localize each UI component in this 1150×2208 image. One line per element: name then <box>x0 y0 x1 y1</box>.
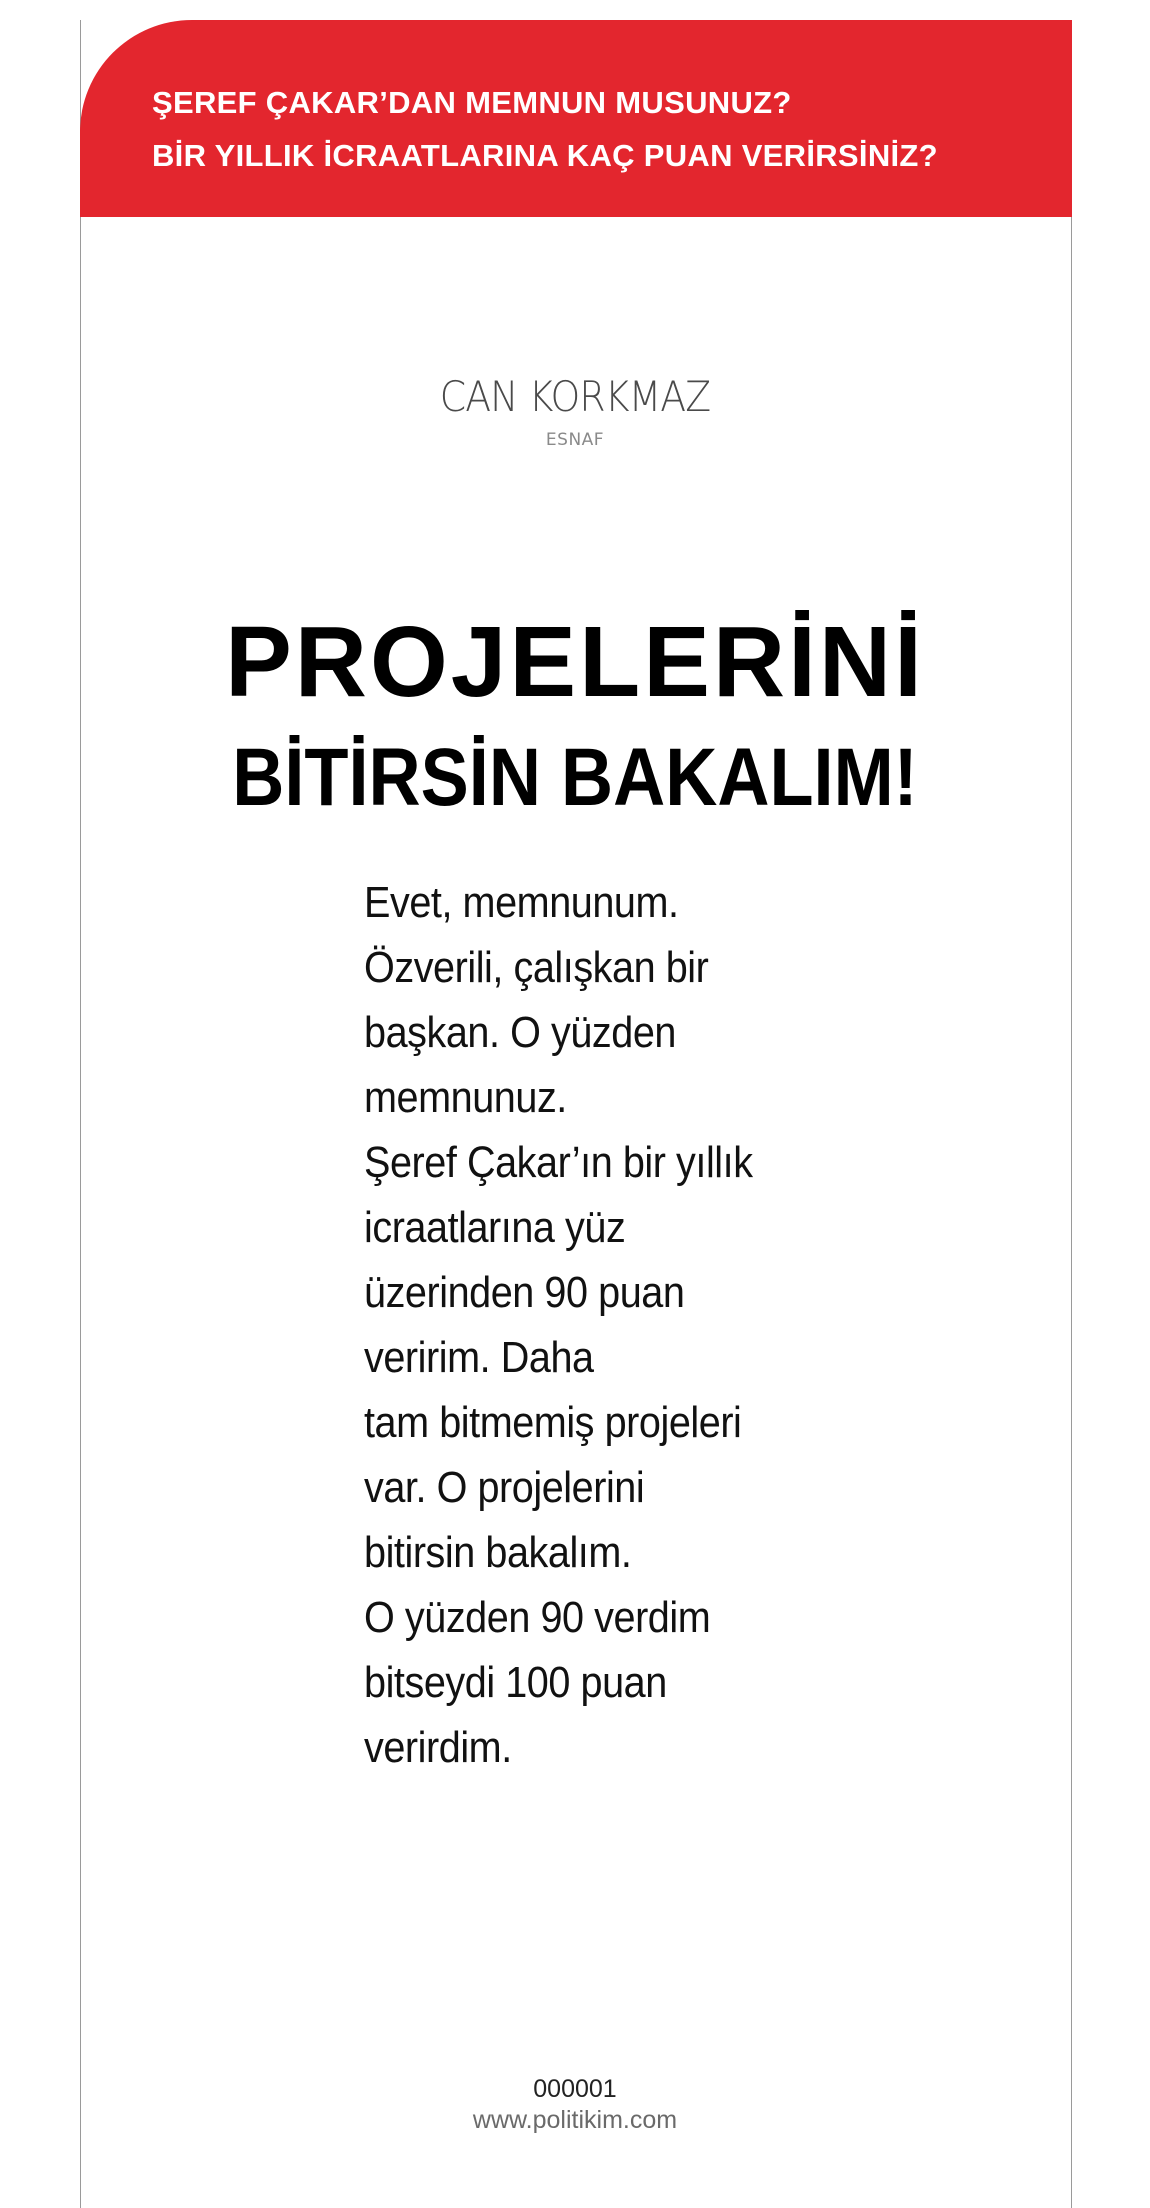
headline-line-2: BİTİRSİN BAKALIM! <box>232 732 918 823</box>
quote-line: veririm. Daha <box>364 1333 594 1382</box>
quote-line: memnunuz. <box>364 1073 567 1122</box>
quote-line: verirdim. <box>364 1723 512 1772</box>
quote-line: Evet, memnunum. <box>364 878 679 927</box>
question-line-2: BİR YILLIK İCRAATLARINA KAÇ PUAN VERİRSİNİZ? <box>152 138 938 173</box>
question-line-1: ŞEREF ÇAKAR’DAN MEMNUN MUSUNUZ? <box>152 85 792 120</box>
headline-line-1: PROJELERİNİ <box>225 606 925 718</box>
document-code: 000001 <box>533 2075 617 2103</box>
quote-line: bitirsin bakalım. <box>364 1528 632 1577</box>
quote-line: icraatlarına yüz <box>364 1203 626 1252</box>
quote-line: bitseydi 100 puan <box>364 1658 667 1707</box>
website-url: www.politikim.com <box>472 2106 678 2134</box>
question-banner <box>80 20 1072 217</box>
respondent-role: ESNAF <box>545 430 605 450</box>
quote-line: tam bitmemiş projeleri <box>364 1398 742 1447</box>
quote-line: üzerinden 90 puan <box>364 1268 685 1317</box>
quote-body <box>364 870 824 1780</box>
quote-line: başkan. O yüzden <box>364 1008 677 1057</box>
quote-line: O yüzden 90 verdim <box>364 1593 711 1642</box>
quote-line: Özverili, çalışkan bir <box>364 943 709 992</box>
respondent-name: CAN KORKMAZ <box>439 372 711 421</box>
quote-line: Şeref Çakar’ın bir yıllık <box>364 1138 753 1187</box>
quote-line: var. O projelerini <box>364 1463 645 1512</box>
